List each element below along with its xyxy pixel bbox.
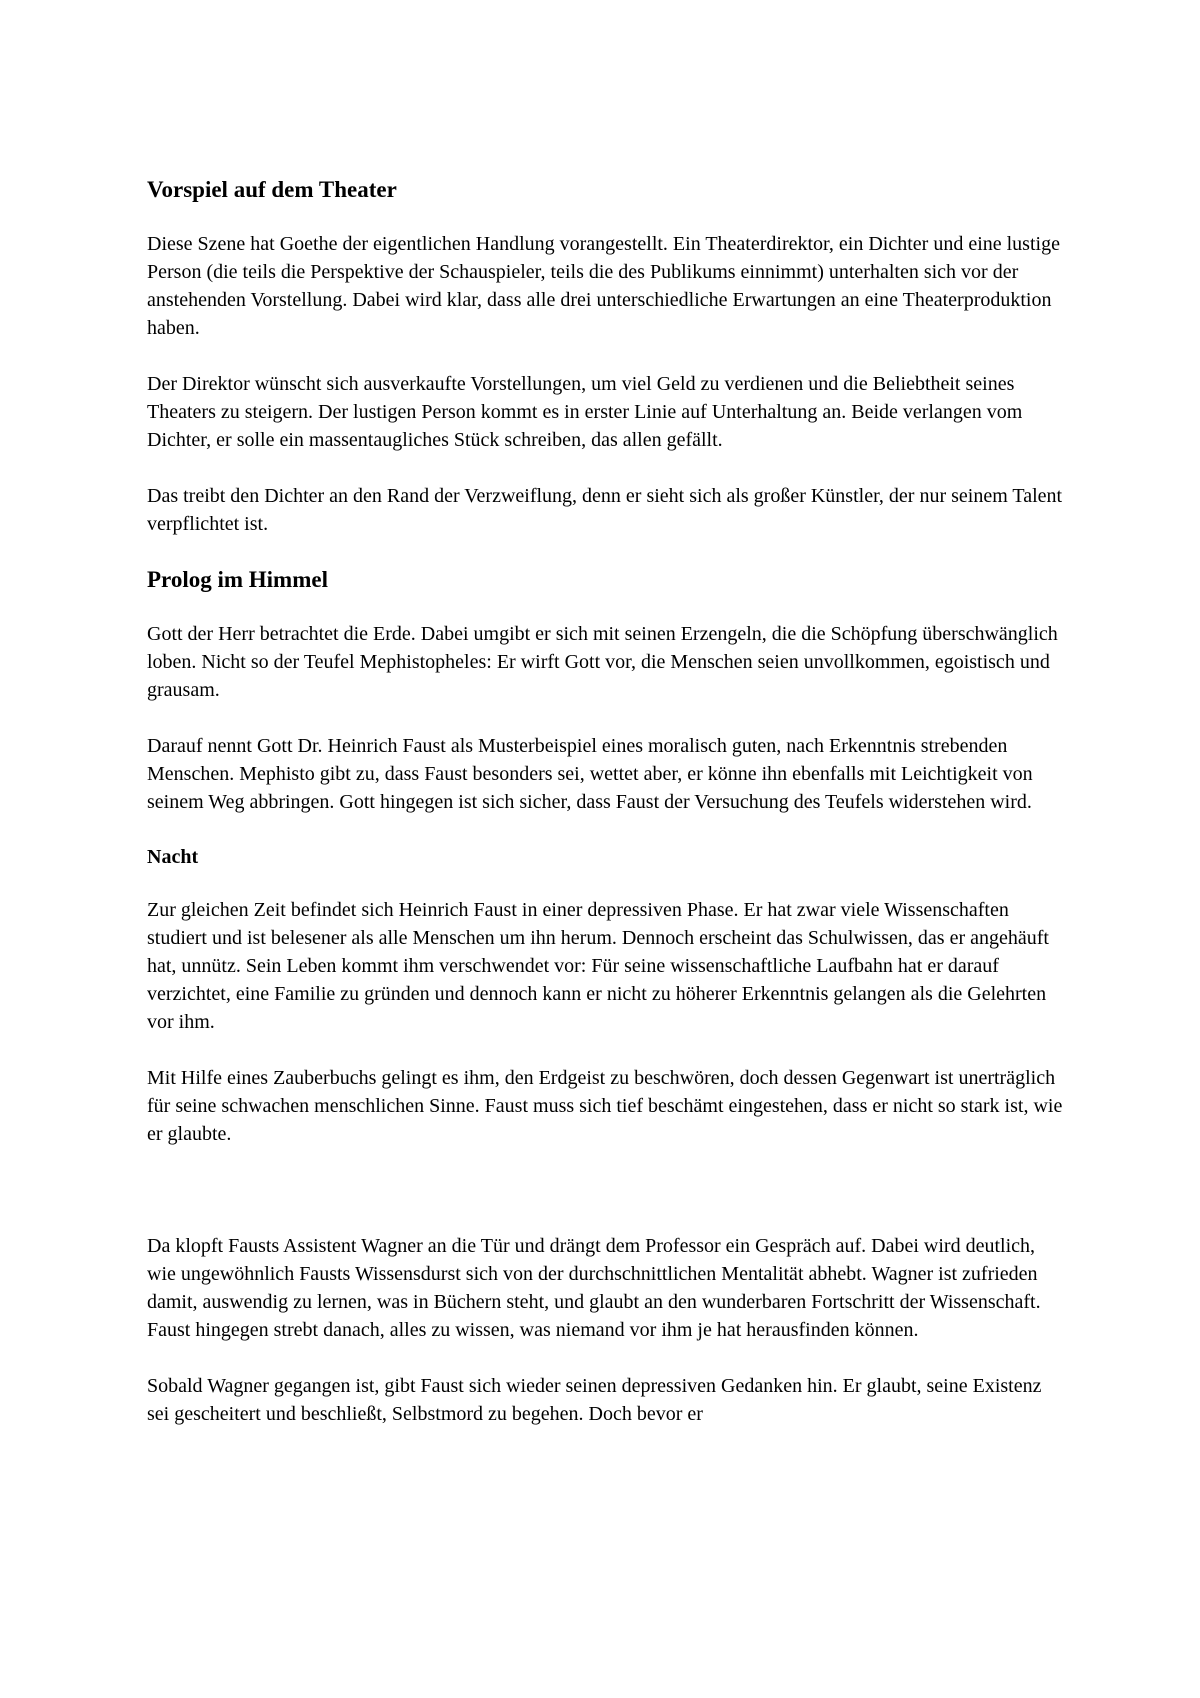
section-heading-vorspiel: Vorspiel auf dem Theater (147, 177, 397, 202)
section-heading-nacht: Nacht (147, 846, 199, 868)
paragraph: Gott der Herr betrachtet die Erde. Dabei umgibt er sich mit seinen Erzengeln, die die Schöpfung überschwänglich loben. Nicht so der Teufel Mephistopheles: Er wirft Gott vor, die Menschen seien unvollkommen, egoistisch und grausam. (147, 623, 1058, 701)
paragraph: Darauf nennt Gott Dr. Heinrich Faust als Musterbeispiel eines moralisch guten, nach Erkenntnis strebenden Menschen. Mephisto gibt zu, dass Faust besonders sei, wettet aber, er könne ihn ebenfalls mit Leichtigkeit von seinem Weg abbringen. Gott hingegen ist sich sicher, dass Faust der Versuchung des Teufels widerstehen wird. (147, 735, 1033, 813)
section-heading-prolog: Prolog im Himmel (147, 567, 328, 592)
paragraph: Diese Szene hat Goethe der eigentlichen Handlung vorangestellt. Ein Theaterdirektor, ein Dichter und eine lustige Person (die teils die Perspektive der Schauspieler, teils die des Publikums einnimmt) unterhalten sich vor der anstehenden Vorstellung. Dabei wird klar, dass alle drei unterschiedliche Erwartungen an eine Theaterproduktion haben. (147, 233, 1060, 339)
paragraph: Zur gleichen Zeit befindet sich Heinrich Faust in einer depressiven Phase. Er hat zwar viele Wissenschaften studiert und ist belesener als alle Menschen um ihn herum. Dennoch erscheint das Schulwissen, das er angehäuft hat, unnütz. Sein Leben kommt ihm verschwendet vor: Für seine wissenschaftliche Laufbahn hat er darauf verzichtet, eine Familie zu gründen und dennoch kann er nicht zu höherer Erkenntnis gelangen als die Gelehrten vor ihm. (147, 899, 1049, 1033)
paragraph: Das treibt den Dichter an den Rand der Verzweiflung, denn er sieht sich als großer Künstler, der nur seinem Talent verpflichtet ist. (147, 485, 1063, 535)
document-body (147, 176, 1067, 1456)
paragraph: Der Direktor wünscht sich ausverkaufte Vorstellungen, um viel Geld zu verdienen und die Beliebtheit seines Theaters zu steigern. Der lustigen Person kommt es in erster Linie auf Unterhaltung an. Beide verlangen vom Dichter, er solle ein massentaugliches Stück schreiben, das allen gefällt. (147, 373, 1023, 451)
blank-space (147, 1176, 1067, 1232)
paragraph: Mit Hilfe eines Zauberbuchs gelingt es ihm, den Erdgeist zu beschwören, doch dessen Gegenwart ist unerträglich für seine schwachen menschlichen Sinne. Faust muss sich tief beschämt eingestehen, dass er nicht so stark ist, wie er glaubte. (147, 1067, 1063, 1145)
paragraph: Sobald Wagner gegangen ist, gibt Faust sich wieder seinen depressiven Gedanken hin. Er glaubt, seine Existenz sei gescheitert und beschließt, Selbstmord zu begehen. Doch bevor er (147, 1375, 1042, 1425)
paragraph: Da klopft Fausts Assistent Wagner an die Tür und drängt dem Professor ein Gespräch auf. Dabei wird deutlich, wie ungewöhnlich Fausts Wissensdurst sich von der durchschnittlichen Mentalität abhebt. Wagner ist zufrieden damit, auswendig zu lernen, was in Büchern steht, und glaubt an den wunderbaren Fortschritt der Wissenschaft. Faust hingegen strebt danach, alles zu wissen, was niemand vor ihm je hat herausfinden können. (147, 1235, 1041, 1341)
